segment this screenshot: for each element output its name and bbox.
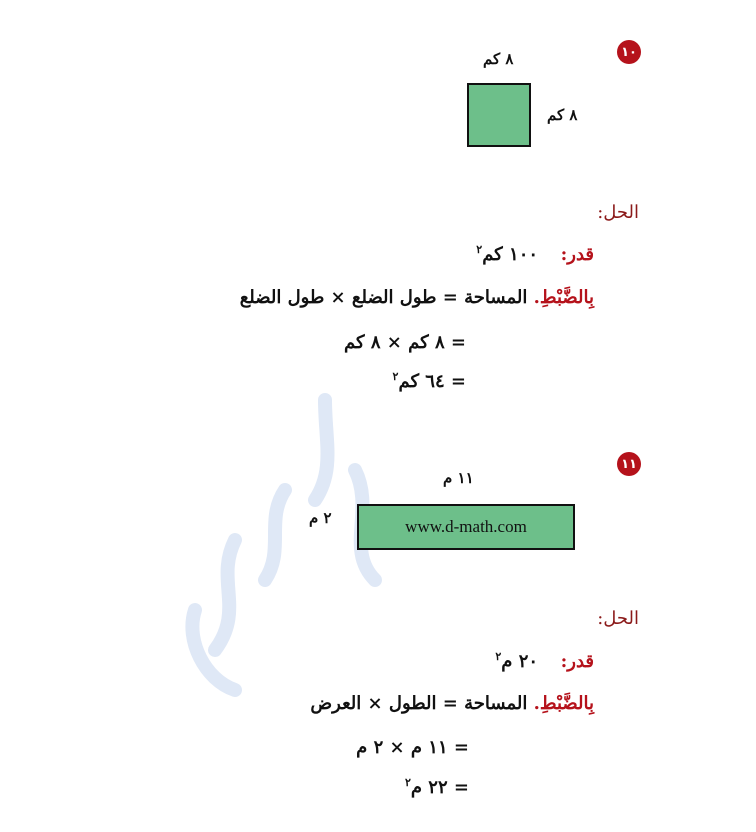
solution-label: الحل: <box>597 608 639 629</box>
square-shape <box>467 83 531 147</box>
calc-step-2-superscript: ٢ <box>404 776 411 789</box>
problem-number-badge <box>617 40 641 64</box>
estimate-value: ٢٠ م <box>501 651 539 672</box>
formula-line <box>310 693 594 714</box>
problem-number: ١١ <box>621 456 637 472</box>
estimate-label: قدر: <box>560 244 594 265</box>
solution-label: الحل: <box>597 202 639 223</box>
dimension-side-label: ٨ كم <box>547 106 578 124</box>
formula-text: المساحة = الطول × العرض <box>310 693 528 714</box>
calc-step-1: = ٨ كم × ٨ كم <box>344 332 466 353</box>
dimension-top-label: ١١ م <box>443 469 474 487</box>
calc-step-2-text: = ٢٢ م <box>410 777 469 798</box>
calc-step-1: = ١١ م × ٢ م <box>356 737 469 758</box>
estimate-label: قدر: <box>560 651 594 672</box>
problem-number: ١٠ <box>621 44 637 60</box>
estimate-line <box>495 650 594 672</box>
rectangle-shape <box>357 504 575 550</box>
estimate-value: ١٠٠ كم <box>482 244 539 265</box>
dimension-side-label: ٢ م <box>309 509 332 527</box>
calc-step-2 <box>405 776 469 798</box>
estimate-line <box>476 243 594 265</box>
problem-number-badge <box>617 452 641 476</box>
estimate-superscript: ٢ <box>476 243 483 256</box>
formula-text: المساحة = طول الضلع × طول الضلع <box>239 287 528 308</box>
exact-label: بِالضَّبْطِ. <box>533 287 594 308</box>
website-text: www.d-math.com <box>405 517 527 536</box>
estimate-superscript: ٢ <box>495 650 502 663</box>
dimension-top-label: ٨ كم <box>483 50 514 68</box>
calc-step-2-text: = ٦٤ كم <box>398 371 466 392</box>
exact-label: بِالضَّبْطِ. <box>533 693 594 714</box>
calc-step-2-superscript: ٢ <box>392 370 399 383</box>
calc-step-2 <box>393 370 466 392</box>
formula-line <box>240 287 594 308</box>
